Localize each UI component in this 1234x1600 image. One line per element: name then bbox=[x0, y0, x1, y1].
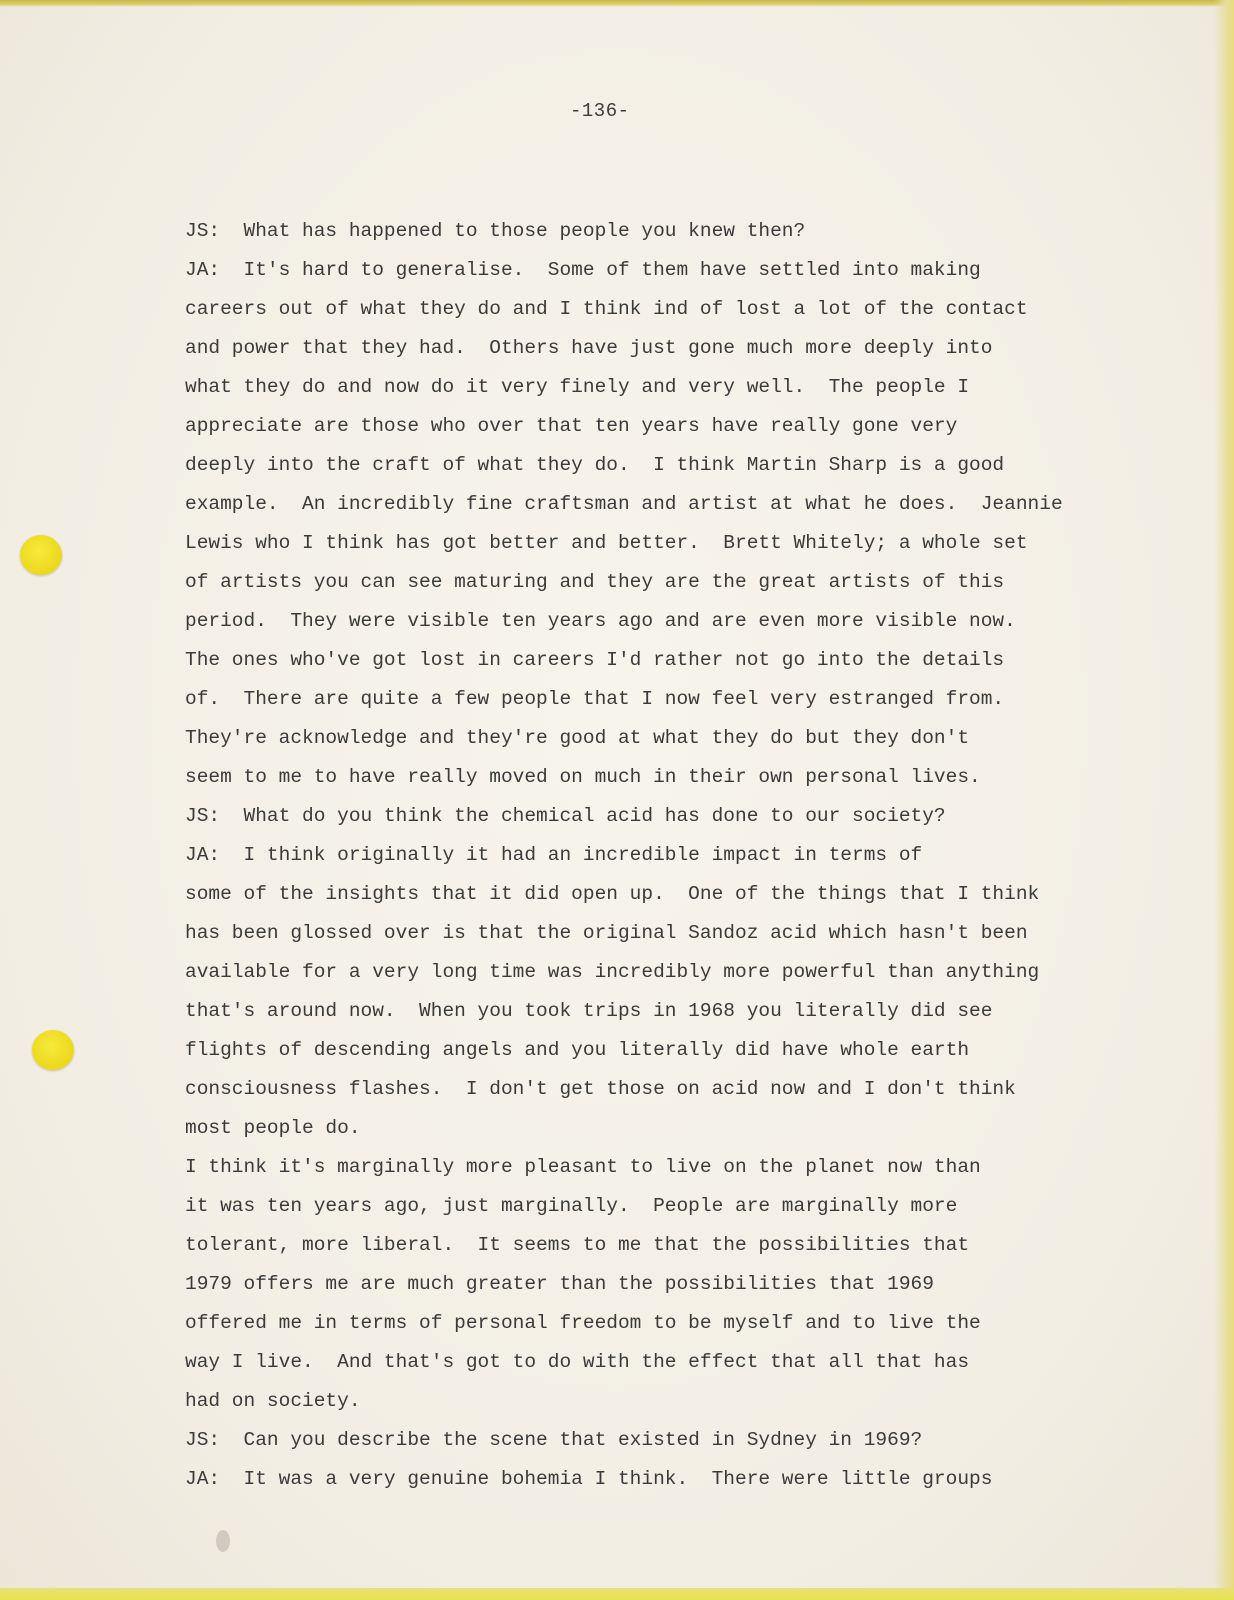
text-line: way I live. And that's got to do with the effect that all that has bbox=[185, 1351, 970, 1373]
text-line: flights of descending angels and you literally did have whole earth bbox=[185, 1039, 970, 1061]
text-line: that's around now. When you took trips in 1968 you literally did see bbox=[185, 1000, 993, 1022]
text-line: I think it's marginally more pleasant to live on the planet now than bbox=[185, 1156, 981, 1178]
transcript-body bbox=[185, 212, 1195, 1499]
text-line: JS: What has happened to those people you knew then? bbox=[185, 220, 806, 242]
page-number: -136- bbox=[570, 100, 630, 122]
text-line: JS: Can you describe the scene that existed in Sydney in 1969? bbox=[185, 1429, 923, 1451]
page-right-edge bbox=[1214, 0, 1234, 1600]
text-line: what they do and now do it very finely and very well. The people I bbox=[185, 376, 970, 398]
text-line: available for a very long time was incredibly more powerful than anything bbox=[185, 961, 1040, 983]
text-line: JA: It's hard to generalise. Some of them have settled into making bbox=[185, 259, 981, 281]
page-top-edge bbox=[0, 0, 1234, 7]
binder-hole-bottom bbox=[32, 1030, 74, 1070]
text-line: JA: It was a very genuine bohemia I think. There were little groups bbox=[185, 1468, 993, 1490]
text-line: it was ten years ago, just marginally. People are marginally more bbox=[185, 1195, 958, 1217]
text-line: example. An incredibly fine craftsman and artist at what he does. Jeannie bbox=[185, 493, 1063, 515]
text-line: and power that they had. Others have just gone much more deeply into bbox=[185, 337, 993, 359]
text-line: seem to me to have really moved on much in their own personal lives. bbox=[185, 766, 981, 788]
text-line: deeply into the craft of what they do. I think Martin Sharp is a good bbox=[185, 454, 1005, 476]
text-line: has been glossed over is that the original Sandoz acid which hasn't been bbox=[185, 922, 1028, 944]
text-line: Lewis who I think has got better and better. Brett Whitely; a whole set bbox=[185, 532, 1028, 554]
text-line: appreciate are those who over that ten years have really gone very bbox=[185, 415, 958, 437]
text-line: careers out of what they do and I think ind of lost a lot of the contact bbox=[185, 298, 1028, 320]
text-line: had on society. bbox=[185, 1390, 361, 1412]
text-line: They're acknowledge and they're good at what they do but they don't bbox=[185, 727, 970, 749]
ink-smudge bbox=[216, 1530, 230, 1552]
text-line: most people do. bbox=[185, 1117, 361, 1139]
text-line: period. They were visible ten years ago and are even more visible now. bbox=[185, 610, 1016, 632]
text-line: 1979 offers me are much greater than the possibilities that 1969 bbox=[185, 1273, 934, 1295]
page-bottom-edge bbox=[0, 1588, 1234, 1600]
text-line: of. There are quite a few people that I now feel very estranged from. bbox=[185, 688, 1005, 710]
text-line: JS: What do you think the chemical acid has done to our society? bbox=[185, 805, 946, 827]
text-line: consciousness flashes. I don't get those on acid now and I don't think bbox=[185, 1078, 1016, 1100]
text-line: of artists you can see maturing and they are the great artists of this bbox=[185, 571, 1005, 593]
binder-hole-top bbox=[20, 535, 62, 575]
text-line: JA: I think originally it had an incredible impact in terms of bbox=[185, 844, 923, 866]
text-line: tolerant, more liberal. It seems to me that the possibilities that bbox=[185, 1234, 970, 1256]
text-line: The ones who've got lost in careers I'd rather not go into the details bbox=[185, 649, 1005, 671]
text-line: offered me in terms of personal freedom to be myself and to live the bbox=[185, 1312, 981, 1334]
text-line: some of the insights that it did open up. One of the things that I think bbox=[185, 883, 1040, 905]
